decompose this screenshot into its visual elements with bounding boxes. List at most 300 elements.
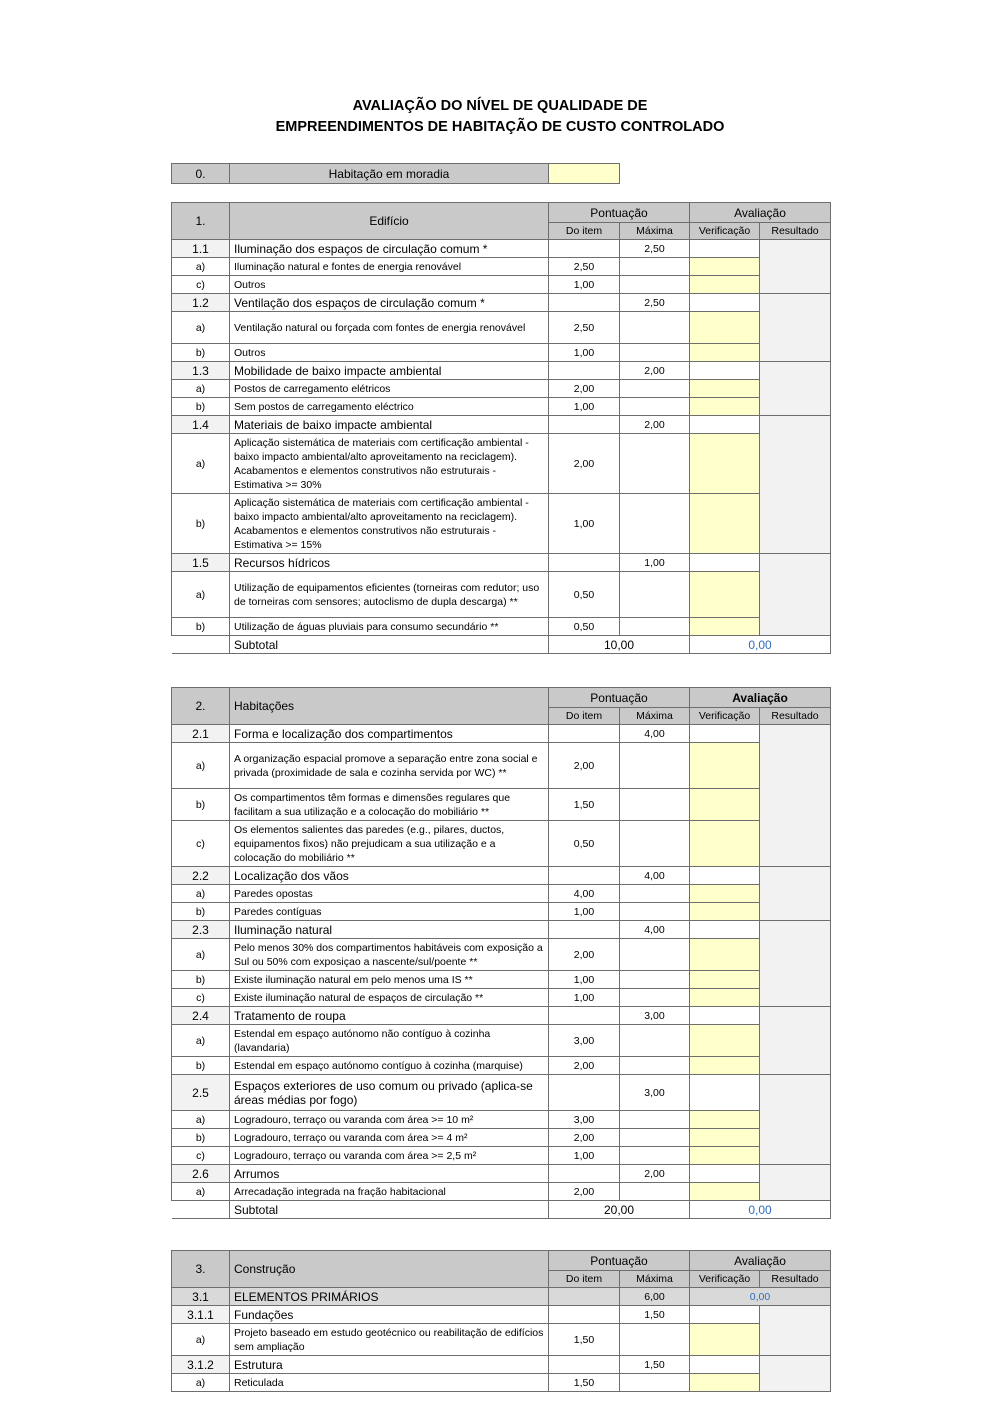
item-description: Projeto baseado em estudo geotécnico ou reabilitação de edifícios sem ampliação [230, 1324, 549, 1356]
item-points: 3,00 [549, 1111, 620, 1129]
item-verification-input[interactable] [690, 1057, 760, 1075]
group-label-cell [230, 921, 549, 939]
item-points: 1,00 [549, 276, 620, 294]
item-row [172, 618, 831, 636]
item-points: 2,00 [549, 1183, 620, 1201]
group-label: Recursos hídricos [234, 555, 331, 570]
group-max-points: 1,50 [620, 1356, 690, 1374]
group-max-points: 2,50 [620, 294, 690, 312]
item-max [620, 743, 690, 789]
group-result [760, 294, 831, 362]
pontuacao-header: Pontuação [549, 1251, 690, 1271]
item-max [620, 398, 690, 416]
group-verification [690, 1075, 760, 1111]
item-description: Os elementos salientes das paredes (e.g., pilares, ductos, equipamentos fixos) não prejudicam a sua utilização e a colocação do mobiliário ** [230, 821, 549, 867]
group-verification [690, 240, 760, 258]
item-points: 2,00 [549, 434, 620, 494]
group-row [172, 554, 831, 572]
group-verification [690, 1007, 760, 1025]
section-1-table [171, 202, 831, 654]
item-max [620, 344, 690, 362]
subtotal-label: Subtotal [230, 636, 549, 654]
item-max [620, 1025, 690, 1057]
verificacao-header: Verificação [690, 1271, 760, 1288]
group-max-points: 2,00 [620, 416, 690, 434]
primary-max: 6,00 [620, 1288, 690, 1306]
item-letter: b) [172, 903, 230, 921]
item-max [620, 1324, 690, 1356]
group-number: 3.1.2 [172, 1356, 230, 1374]
group-verification [690, 1356, 760, 1374]
group-number: 1.3 [172, 362, 230, 380]
group-max-points: 3,00 [620, 1007, 690, 1025]
item-letter: a) [172, 1374, 230, 1392]
group-item-points [549, 294, 620, 312]
item-description: Pelo menos 30% dos compartimentos habitáveis com exposição a Sul ou 50% com exposiçao a nascente/sul/poente ** [230, 939, 549, 971]
item-letter: a) [172, 939, 230, 971]
item-max [620, 989, 690, 1007]
group-row [172, 1356, 831, 1374]
subtotal-row [172, 636, 831, 654]
primary-label: ELEMENTOS PRIMÁRIOS [230, 1288, 549, 1306]
item-row [172, 1183, 831, 1201]
item-letter: b) [172, 494, 230, 554]
item-points: 2,00 [549, 1057, 620, 1075]
item-verification-input[interactable] [690, 618, 760, 636]
avaliacao-header: Avaliação [690, 688, 831, 708]
group-item-points [549, 554, 620, 572]
group-max-points: 4,00 [620, 725, 690, 743]
item-verification-input[interactable] [690, 989, 760, 1007]
group-result [760, 416, 831, 554]
item-points: 2,50 [549, 258, 620, 276]
item-points: 1,50 [549, 1324, 620, 1356]
item-points: 1,50 [549, 1374, 620, 1392]
group-number: 2.2 [172, 867, 230, 885]
document-title [0, 96, 1000, 138]
group-number: 2.5 [172, 1075, 230, 1111]
item-row [172, 276, 831, 294]
group-row [172, 725, 831, 743]
item-description: Estendal em espaço autónomo não contíguo à cozinha (lavandaria) [230, 1025, 549, 1057]
group-row [172, 867, 831, 885]
item-letter: a) [172, 1025, 230, 1057]
do-item-header: Do item [549, 223, 620, 240]
group-number: 1.1 [172, 240, 230, 258]
group-label-cell [230, 1165, 549, 1183]
item-row [172, 885, 831, 903]
item-description: Iluminação natural e fontes de energia renovável [230, 258, 549, 276]
item-verification-input[interactable] [690, 380, 760, 398]
group-verification [690, 725, 760, 743]
group-label: Iluminação dos espaços de circulação comum * [234, 241, 488, 256]
group-label: Ventilação dos espaços de circulação comum * [234, 295, 485, 310]
item-verification-input[interactable] [690, 821, 760, 867]
group-label: Estrutura [234, 1357, 283, 1372]
group-result [760, 1075, 831, 1165]
group-row [172, 921, 831, 939]
item-points: 0,50 [549, 618, 620, 636]
item-verification-input[interactable] [690, 1129, 760, 1147]
item-description: Logradouro, terraço ou varanda com área >= 10 m² [230, 1111, 549, 1129]
item-letter: b) [172, 971, 230, 989]
group-number: 3.1.1 [172, 1306, 230, 1324]
group-max-points: 2,00 [620, 362, 690, 380]
section-0-table [171, 163, 620, 184]
item-letter: a) [172, 258, 230, 276]
item-verification-input[interactable] [690, 885, 760, 903]
item-letter: c) [172, 821, 230, 867]
item-verification-input[interactable] [690, 572, 760, 618]
item-letter: b) [172, 1057, 230, 1075]
item-row [172, 989, 831, 1007]
group-label-cell [230, 362, 549, 380]
group-row [172, 1165, 831, 1183]
item-description: Logradouro, terraço ou varanda com área >= 2,5 m² [230, 1147, 549, 1165]
group-result [760, 867, 831, 921]
group-number: 2.6 [172, 1165, 230, 1183]
item-row [172, 903, 831, 921]
item-verification-input[interactable] [690, 1183, 760, 1201]
group-max-points: 1,00 [620, 554, 690, 572]
group-label: Arrumos [234, 1166, 280, 1181]
item-points: 3,00 [549, 1025, 620, 1057]
group-item-points [549, 416, 620, 434]
item-row [172, 344, 831, 362]
resultado-header: Resultado [760, 708, 831, 725]
item-max [620, 494, 690, 554]
group-result [760, 1306, 831, 1356]
item-description: Arrecadação integrada na fração habitacional [230, 1183, 549, 1201]
section-title: Edifício [230, 203, 549, 240]
group-label: Materiais de baixo impacte ambiental [234, 417, 433, 432]
group-result [760, 921, 831, 1007]
item-description: Existe iluminação natural de espaços de circulação ** [230, 989, 549, 1007]
item-letter: a) [172, 1324, 230, 1356]
maxima-header: Máxima [620, 1271, 690, 1288]
group-result [760, 1165, 831, 1201]
group-number: 1.5 [172, 554, 230, 572]
group-label-cell [230, 1075, 549, 1111]
item-points: 2,00 [549, 939, 620, 971]
group-result [760, 240, 831, 294]
item-row [172, 312, 831, 344]
group-label-cell [230, 1306, 549, 1324]
group-label: Fundações [234, 1307, 294, 1322]
item-letter: a) [172, 885, 230, 903]
pontuacao-header: Pontuação [549, 203, 690, 223]
subtotal-row [172, 1201, 831, 1219]
group-label-cell [230, 240, 549, 258]
item-max [620, 1147, 690, 1165]
group-item-points [549, 1356, 620, 1374]
item-row [172, 1111, 831, 1129]
subtotal-empty [172, 1201, 230, 1219]
group-item-points [549, 1007, 620, 1025]
verificacao-header: Verificação [690, 223, 760, 240]
group-max-points: 2,50 [620, 240, 690, 258]
group-max-points: 1,50 [620, 1306, 690, 1324]
group-item-points [549, 725, 620, 743]
group-verification [690, 294, 760, 312]
resultado-header: Resultado [760, 223, 831, 240]
group-label: Iluminação natural [234, 922, 333, 937]
group-number: 1.4 [172, 416, 230, 434]
group-verification [690, 554, 760, 572]
section-number: 2. [172, 688, 230, 725]
group-item-points [549, 240, 620, 258]
item-max [620, 971, 690, 989]
item-max [620, 939, 690, 971]
item-max [620, 1111, 690, 1129]
section-number: 3. [172, 1251, 230, 1288]
item-points: 0,50 [549, 821, 620, 867]
group-verification [690, 1306, 760, 1324]
group-label: Mobilidade de baixo impacte ambiental [234, 363, 442, 378]
item-row [172, 1057, 831, 1075]
item-max [620, 1374, 690, 1392]
group-result [760, 362, 831, 416]
item-verification-input[interactable] [690, 312, 760, 344]
item-points: 1,00 [549, 494, 620, 554]
group-label: Localização dos vãos [234, 868, 349, 883]
item-verification-input[interactable] [690, 939, 760, 971]
item-letter: a) [172, 434, 230, 494]
item-max [620, 434, 690, 494]
item-row [172, 1374, 831, 1392]
group-row [172, 294, 831, 312]
item-row [172, 1324, 831, 1356]
group-label-cell [230, 294, 549, 312]
group-number: 2.3 [172, 921, 230, 939]
item-description: Aplicação sistemática de materiais com certificação ambiental - baixo impacto ambiental/alto aproveitamento na reciclagem). Acabamentos e elementos construtivos não estruturais - Estimativa >= 15% [230, 494, 549, 554]
item-letter: b) [172, 618, 230, 636]
item-row [172, 434, 831, 494]
item-points: 2,00 [549, 1129, 620, 1147]
subtotal-label: Subtotal [230, 1201, 549, 1219]
resultado-header: Resultado [760, 1271, 831, 1288]
section-title: Habitações [230, 688, 549, 725]
item-max [620, 821, 690, 867]
item-row [172, 572, 831, 618]
group-item-points [549, 362, 620, 380]
item-row [172, 1147, 831, 1165]
item-max [620, 789, 690, 821]
group-label-cell [230, 554, 549, 572]
section-3-table [171, 1250, 831, 1392]
section-title: Construção [230, 1251, 549, 1288]
group-max-points: 2,00 [620, 1165, 690, 1183]
item-max [620, 258, 690, 276]
item-letter: a) [172, 1183, 230, 1201]
section-number: 1. [172, 203, 230, 240]
item-letter: b) [172, 1129, 230, 1147]
primary-num: 3.1 [172, 1288, 230, 1306]
group-label: Espaços exteriores de uso comum ou privado [234, 1078, 478, 1093]
item-letter: a) [172, 312, 230, 344]
item-max [620, 1057, 690, 1075]
group-max-points: 4,00 [620, 867, 690, 885]
group-row [172, 1075, 831, 1111]
group-label-cell [230, 416, 549, 434]
group-result [760, 1007, 831, 1075]
group-label-cell [230, 867, 549, 885]
group-label-cell [230, 725, 549, 743]
item-description: Postos de carregamento elétricos [230, 380, 549, 398]
group-row [172, 362, 831, 380]
item-description: Os compartimentos têm formas e dimensões regulares que facilitam a sua utilização e a colocação do mobiliário ** [230, 789, 549, 821]
item-row [172, 971, 831, 989]
item-letter: b) [172, 789, 230, 821]
item-description: Paredes opostas [230, 885, 549, 903]
item-letter: a) [172, 1111, 230, 1129]
item-verification-input[interactable] [690, 1111, 760, 1129]
item-max [620, 572, 690, 618]
item-max [620, 1183, 690, 1201]
group-label: Tratamento de roupa [234, 1008, 346, 1023]
item-letter: a) [172, 380, 230, 398]
item-points: 1,00 [549, 344, 620, 362]
item-row [172, 398, 831, 416]
do-item-header: Do item [549, 1271, 620, 1288]
item-description: A organização espacial promove a separação entre zona social e privada (proximidade de sala e cozinha servida por WC) ** [230, 743, 549, 789]
item-max [620, 885, 690, 903]
item-verification-input[interactable] [690, 903, 760, 921]
item-row [172, 380, 831, 398]
item-letter: b) [172, 344, 230, 362]
section-0-number: 0. [172, 164, 230, 184]
group-label-cell [230, 1356, 549, 1374]
group-verification [690, 416, 760, 434]
item-verification-input[interactable] [690, 276, 760, 294]
subtotal-result: 0,00 [690, 1201, 831, 1219]
item-row [172, 258, 831, 276]
item-letter: a) [172, 572, 230, 618]
item-description: Logradouro, terraço ou varanda com área >= 4 m² [230, 1129, 549, 1147]
group-result [760, 1356, 831, 1392]
item-max [620, 312, 690, 344]
avaliacao-header: Avaliação [690, 203, 831, 223]
group-row [172, 240, 831, 258]
primary-elements-row [172, 1288, 831, 1306]
group-item-points [549, 1075, 620, 1111]
group-max-points: 3,00 [620, 1075, 690, 1111]
group-max-points: 4,00 [620, 921, 690, 939]
item-verification-input[interactable] [690, 971, 760, 989]
item-description: Outros [230, 344, 549, 362]
item-verification-input[interactable] [690, 1025, 760, 1057]
group-verification [690, 921, 760, 939]
item-points: 2,00 [549, 743, 620, 789]
item-verification-input[interactable] [690, 398, 760, 416]
item-description: Estendal em espaço autónomo contíguo à cozinha (marquise) [230, 1057, 549, 1075]
item-verification-input[interactable] [690, 1324, 760, 1356]
group-verification [690, 1165, 760, 1183]
item-letter: c) [172, 989, 230, 1007]
item-description: Utilização de equipamentos eficientes (torneiras com redutor; uso de torneiras com sensores; autoclismo de dupla descarga) ** [230, 572, 549, 618]
maxima-header: Máxima [620, 223, 690, 240]
item-verification-input[interactable] [690, 434, 760, 494]
group-item-points [549, 1306, 620, 1324]
item-letter: c) [172, 1147, 230, 1165]
item-verification-input[interactable] [690, 1374, 760, 1392]
title-line-2: EMPREENDIMENTOS DE HABITAÇÃO DE CUSTO CONTROLADO [275, 119, 725, 135]
group-row [172, 1007, 831, 1025]
group-number: 2.4 [172, 1007, 230, 1025]
avaliacao-header: Avaliação [690, 1251, 831, 1271]
verificacao-header: Verificação [690, 708, 760, 725]
item-verification-input[interactable] [690, 494, 760, 554]
group-verification [690, 362, 760, 380]
item-verification-input[interactable] [690, 258, 760, 276]
item-row [172, 821, 831, 867]
item-verification-input[interactable] [690, 344, 760, 362]
group-item-points [549, 921, 620, 939]
item-points: 1,00 [549, 971, 620, 989]
item-description: Outros [230, 276, 549, 294]
primary-item-points [549, 1288, 620, 1306]
item-max [620, 903, 690, 921]
subtotal-max: 10,00 [549, 636, 690, 654]
subtotal-max: 20,00 [549, 1201, 690, 1219]
item-row [172, 743, 831, 789]
title-line-1: AVALIAÇÃO DO NÍVEL DE QUALIDADE DE [352, 98, 648, 114]
item-verification-input[interactable] [690, 789, 760, 821]
item-max [620, 618, 690, 636]
pontuacao-header: Pontuação [549, 688, 690, 708]
subtotal-empty [172, 636, 230, 654]
item-description: Aplicação sistemática de materiais com certificação ambiental - baixo impacto ambiental/alto aproveitamento na reciclagem). Acabamentos e elementos construtivos não estruturais - Estimativa >= 30% [230, 434, 549, 494]
group-verification [690, 867, 760, 885]
item-row [172, 1129, 831, 1147]
group-number: 2.1 [172, 725, 230, 743]
item-points: 0,50 [549, 572, 620, 618]
item-description: Existe iluminação natural em pelo menos uma IS ** [230, 971, 549, 989]
item-points: 1,50 [549, 789, 620, 821]
item-max [620, 276, 690, 294]
item-description: Paredes contíguas [230, 903, 549, 921]
item-points: 2,00 [549, 380, 620, 398]
subtotal-result: 0,00 [690, 636, 831, 654]
section-2-table [171, 687, 831, 1219]
group-item-points [549, 867, 620, 885]
section-0-label: Habitação em moradia [230, 164, 549, 184]
section-0-input[interactable] [549, 164, 620, 184]
item-letter: a) [172, 743, 230, 789]
group-row [172, 1306, 831, 1324]
item-max [620, 1129, 690, 1147]
item-row [172, 789, 831, 821]
item-points: 2,50 [549, 312, 620, 344]
group-number: 1.2 [172, 294, 230, 312]
item-verification-input[interactable] [690, 1147, 760, 1165]
do-item-header: Do item [549, 708, 620, 725]
item-description: Ventilação natural ou forçada com fontes de energia renovável [230, 312, 549, 344]
primary-result: 0,00 [690, 1288, 831, 1306]
item-verification-input[interactable] [690, 743, 760, 789]
item-max [620, 380, 690, 398]
item-points: 1,00 [549, 1147, 620, 1165]
group-result [760, 725, 831, 867]
item-row [172, 939, 831, 971]
item-description: Sem postos de carregamento eléctrico [230, 398, 549, 416]
item-row [172, 1025, 831, 1057]
group-label: Forma e localização dos compartimentos [234, 726, 453, 741]
item-letter: b) [172, 398, 230, 416]
group-row [172, 416, 831, 434]
group-result [760, 554, 831, 636]
group-label-cell [230, 1007, 549, 1025]
